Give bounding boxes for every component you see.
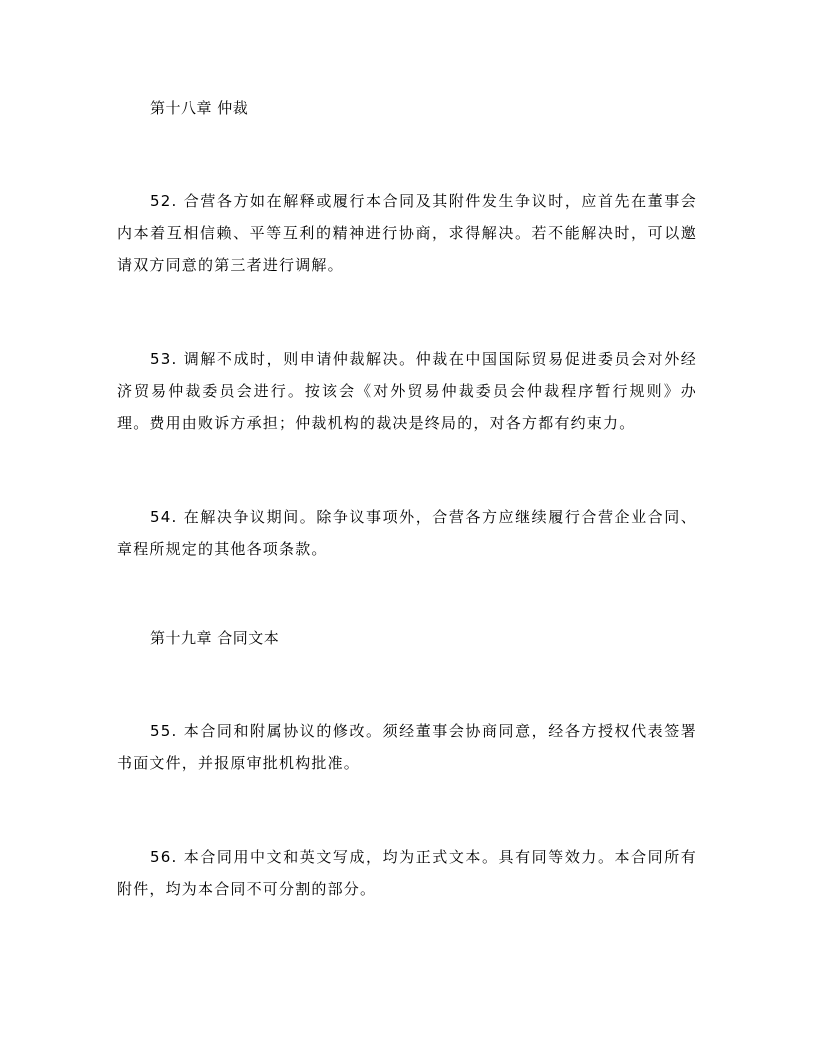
clause-53: 53. 调解不成时，则申请仲裁解决。仲裁在中国国际贸易促进委员会对外经济贸易仲裁委员会进行。按该会《对外贸易仲裁委员会仲裁程序暂行规则》办理。费用由败诉方承担；仲裁机构的裁决是终局的，对各方都有约束力。 [117,350,697,432]
chapter-18-heading: 第十八章 仲裁 [150,99,249,117]
clause-55: 55. 本合同和附属协议的修改。须经董事会协商同意，经各方授权代表签署书面文件，并报原审批机构批准。 [117,722,697,772]
clause-52: 52. 合营各方如在解释或履行本合同及其附件发生争议时，应首先在董事会内本着互相信赖、平等互利的精神进行协商，求得解决。若不能解决时，可以邀请双方同意的第三者进行调解。 [117,192,697,274]
chapter-19-heading: 第十九章 合同文本 [150,629,280,647]
document-body [117,93,697,905]
clause-54: 54. 在解决争议期间。除争议事项外，合营各方应继续履行合营企业合同、章程所规定的其他各项条款。 [117,508,697,558]
clause-56: 56. 本合同用中文和英文写成，均为正式文本。具有同等效力。本合同所有附件，均为本合同不可分割的部分。 [117,848,697,898]
